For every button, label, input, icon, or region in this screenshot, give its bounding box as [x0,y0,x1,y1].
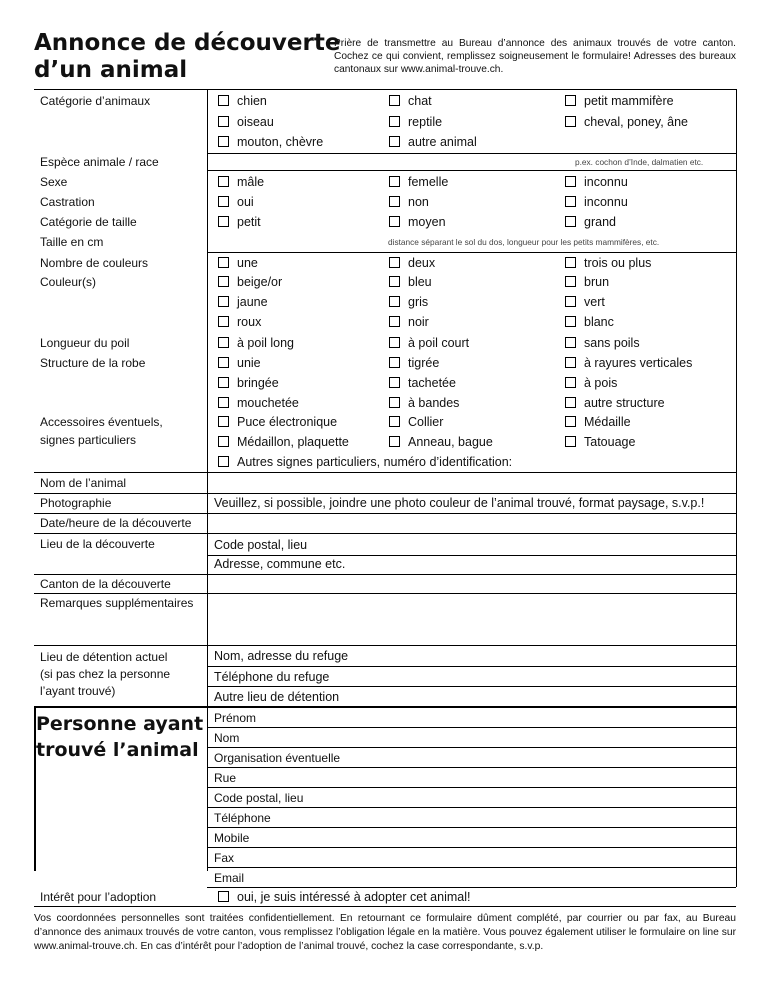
checkbox-box[interactable] [565,257,576,268]
divider-fax [207,867,736,868]
checkbox-box[interactable] [389,436,400,447]
checkbox-puce[interactable]: Puce électronique [218,414,337,430]
checkbox-autre-animal[interactable]: autre animal [389,134,477,150]
field-code-postal-lieu[interactable]: Code postal, lieu [214,538,308,552]
checkbox-gris[interactable]: gris [389,294,428,310]
checkbox-box[interactable] [218,196,229,207]
checkbox-box[interactable] [389,136,400,147]
checkbox-anneau[interactable]: Anneau, bague [389,434,493,450]
divider-detention [34,645,736,646]
divider-lieu [34,533,736,534]
checkbox-box[interactable] [565,276,576,287]
checkbox-box[interactable] [389,95,400,106]
checkbox-mouton[interactable]: mouton, chèvre [218,134,323,150]
note-taille: distance séparant le sol du dos, longueur pour les petits mammifères, etc. [388,237,660,247]
checkbox-femelle[interactable]: femelle [389,174,448,190]
photo-instruction: Veuillez, si possible, joindre une photo couleur de l’animal trouvé, format paysage, s.v.p.! [214,496,705,510]
checkbox-castration-inconnu[interactable]: inconnu [565,194,628,210]
label-canton: Canton de la découverte [40,577,171,591]
checkbox-autre-structure[interactable]: autre structure [565,395,665,411]
field-prenom[interactable]: Prénom [214,711,257,725]
checkbox-box[interactable] [218,416,229,427]
label-structure-robe: Structure de la robe [40,356,146,370]
field-refuge-telephone[interactable]: Téléphone du refuge [214,670,330,684]
checkbox-beige[interactable]: beige/or [218,274,282,290]
divider-code-postal [207,807,736,808]
divider-refuge-tel [207,666,736,667]
title-line-2: d’un animal [34,57,188,83]
label-categorie: Catégorie d’animaux [40,94,151,108]
bottom-rule [34,906,736,907]
checkbox-box[interactable] [218,136,229,147]
field-mobile[interactable]: Mobile [214,831,250,845]
checkbox-unie[interactable]: unie [218,355,261,371]
checkbox-oiseau[interactable]: oiseau [218,114,274,130]
checkbox-male[interactable]: mâle [218,174,264,190]
divider-espece [207,153,736,154]
checkbox-reptile[interactable]: reptile [389,114,442,130]
right-border [736,89,737,887]
checkbox-box[interactable] [218,357,229,368]
checkbox-box[interactable] [218,316,229,327]
checkbox-collier[interactable]: Collier [389,414,443,430]
checkbox-brun[interactable]: brun [565,274,609,290]
label-accessoires-2: signes particuliers [40,433,137,447]
checkbox-roux[interactable]: roux [218,314,261,330]
label-couleurs: Couleur(s) [40,275,97,289]
field-telephone[interactable]: Téléphone [214,811,271,825]
checkbox-poil-long[interactable]: à poil long [218,335,294,351]
checkbox-blanc[interactable]: blanc [565,314,614,330]
label-espece: Espèce animale / race [40,155,159,169]
checkbox-bringee[interactable]: bringée [218,375,279,391]
divider-couleurs [207,252,736,253]
checkbox-adoption[interactable]: oui, je suis intéressé à adopter cet animal! [218,889,470,905]
checkbox-box[interactable] [565,296,576,307]
checkbox-noir[interactable]: noir [389,314,429,330]
label-photographie: Photographie [40,496,112,510]
field-organisation[interactable]: Organisation éventuelle [214,751,341,765]
checkbox-vert[interactable]: vert [565,294,605,310]
checkbox-box[interactable] [389,377,400,388]
field-adresse-commune[interactable]: Adresse, commune etc. [214,557,346,571]
checkbox-box[interactable] [218,397,229,408]
label-adoption: Intérêt pour l’adoption [40,890,157,904]
label-taille-cm: Taille en cm [40,235,104,249]
checkbox-grand[interactable]: grand [565,214,616,230]
checkbox-box[interactable] [218,257,229,268]
checkbox-deux-couleurs[interactable]: deux [389,255,435,271]
divider-nom-personne [207,747,736,748]
label-castration: Castration [40,195,95,209]
divider-rue [207,787,736,788]
checkbox-cheval[interactable]: cheval, poney, âne [565,114,688,130]
checkbox-box[interactable] [565,116,576,127]
checkbox-box[interactable] [218,95,229,106]
checkbox-une-couleur[interactable]: une [218,255,258,271]
divider-telephone [207,827,736,828]
checkbox-box[interactable] [565,436,576,447]
checkbox-sans-poils[interactable]: sans poils [565,335,640,351]
checkbox-box[interactable] [218,436,229,447]
checkbox-petit[interactable]: petit [218,214,261,230]
checkbox-medaille[interactable]: Médaille [565,414,631,430]
checkbox-tigree[interactable]: tigrée [389,355,439,371]
divider-autre-lieu [207,686,736,687]
label-detention-2: (si pas chez la personne [40,667,171,681]
checkbox-rayures[interactable]: à rayures verticales [565,355,692,371]
label-taille-categorie: Catégorie de taille [40,215,137,229]
label-detention-1: Lieu de détention actuel [40,650,168,664]
checkbox-box[interactable] [218,337,229,348]
field-autre-lieu[interactable]: Autre lieu de détention [214,690,340,704]
checkbox-box[interactable] [389,357,400,368]
checkbox-box[interactable] [389,216,400,227]
person-title-line-2: trouvé l’animal [36,739,199,761]
checkbox-moyen[interactable]: moyen [389,214,446,230]
checkbox-autres-signes[interactable]: Autres signes particuliers, numéro d’identification: [218,454,512,470]
checkbox-box[interactable] [218,296,229,307]
checkbox-petit-mammifere[interactable]: petit mammifère [565,93,674,109]
checkbox-box[interactable] [565,416,576,427]
field-refuge-nom[interactable]: Nom, adresse du refuge [214,649,349,663]
label-sexe: Sexe [40,175,68,189]
checkbox-poil-court[interactable]: à poil court [389,335,469,351]
label-nom-animal: Nom de l’animal [40,476,127,490]
divider-email [207,887,736,888]
label-remarques: Remarques supplémentaires [40,596,194,610]
checkbox-bleu[interactable]: bleu [389,274,432,290]
checkbox-box[interactable] [218,891,229,902]
label-nombre-couleurs: Nombre de couleurs [40,256,149,270]
checkbox-box[interactable] [218,456,229,467]
divider-personne [207,706,736,708]
checkbox-castration-non[interactable]: non [389,194,429,210]
checkbox-box[interactable] [389,296,400,307]
checkbox-mouchetee[interactable]: mouchetée [218,395,299,411]
checkbox-box[interactable] [218,116,229,127]
checkbox-box[interactable] [389,196,400,207]
label-date-heure: Date/heure de la découverte [40,516,192,530]
checkbox-jaune[interactable]: jaune [218,294,268,310]
person-section-title [36,711,203,763]
title-line-1: Annonce de découverte [34,30,341,56]
checkbox-chien[interactable]: chien [218,93,267,109]
checkbox-box[interactable] [565,377,576,388]
checkbox-box[interactable] [565,216,576,227]
divider-prenom [207,727,736,728]
top-rule [34,89,736,90]
checkbox-tachetee[interactable]: tachetée [389,375,456,391]
checkbox-box[interactable] [565,196,576,207]
checkbox-trois-couleurs[interactable]: trois ou plus [565,255,651,271]
checkbox-box[interactable] [389,337,400,348]
checkbox-box[interactable] [389,397,400,408]
divider-sexe [207,170,736,171]
checkbox-box[interactable] [389,276,400,287]
person-title-line-1: Personne ayant [36,713,204,735]
divider-nom [34,472,736,473]
checkbox-box[interactable] [218,216,229,227]
intro-text: Prière de transmettre au Bureau d’annonce des animaux trouvés de votre canton. Cochez ce qui convient, remplissez soigneusement le formulaire! Adresses des bureaux cantonaux sur www.animal-trouve.ch. [334,38,736,75]
checkbox-box[interactable] [565,95,576,106]
field-email[interactable]: Email [214,871,245,885]
label-lieu-decouverte: Lieu de la découverte [40,537,155,551]
checkbox-bandes[interactable]: à bandes [389,395,459,411]
checkbox-castration-oui[interactable]: oui [218,194,254,210]
field-fax[interactable]: Fax [214,851,235,865]
checkbox-box[interactable] [389,257,400,268]
checkbox-box[interactable] [565,316,576,327]
checkbox-tatouage[interactable]: Tatouage [565,434,635,450]
field-rue[interactable]: Rue [214,771,237,785]
label-accessoires-1: Accessoires éventuels, [40,415,163,429]
checkbox-box[interactable] [565,397,576,408]
checkbox-pois[interactable]: à pois [565,375,617,391]
label-longueur-poil: Longueur du poil [40,336,130,350]
checkbox-box[interactable] [389,316,400,327]
divider-mobile [207,847,736,848]
checkbox-chat[interactable]: chat [389,93,432,109]
checkbox-medaillon[interactable]: Médaillon, plaquette [218,434,349,450]
checkbox-box[interactable] [218,276,229,287]
divider-organisation [207,767,736,768]
note-espece: p.ex. cochon d’Inde, dalmatien etc. [575,157,704,167]
column-divider [207,89,208,871]
checkbox-box[interactable] [389,416,400,427]
footer-text: Vos coordonnées personnelles sont traitées confidentiellement. En retournant ce formulaire dûment complété, par courrier ou par fax, au Bureau d’annonce des animaux trouvés de votre canton, vous remplissez l’obligation légale en la matière. Vous pouvez également utiliser le formulaire on line sur www.animal-trouve.ch. En cas d’intérêt pour l’adoption de l’animal trouvé, cochez la case correspondante, s.v.p. [34,913,736,952]
checkbox-box[interactable] [218,176,229,187]
checkbox-box[interactable] [565,176,576,187]
checkbox-box[interactable] [389,176,400,187]
checkbox-box[interactable] [218,377,229,388]
checkbox-box[interactable] [565,337,576,348]
checkbox-box[interactable] [565,357,576,368]
label-detention-3: l’ayant trouvé) [40,684,116,698]
checkbox-box[interactable] [389,116,400,127]
field-nom[interactable]: Nom [214,731,240,745]
checkbox-sexe-inconnu[interactable]: inconnu [565,174,628,190]
field-code-postal[interactable]: Code postal, lieu [214,791,304,805]
form-title [34,30,340,84]
